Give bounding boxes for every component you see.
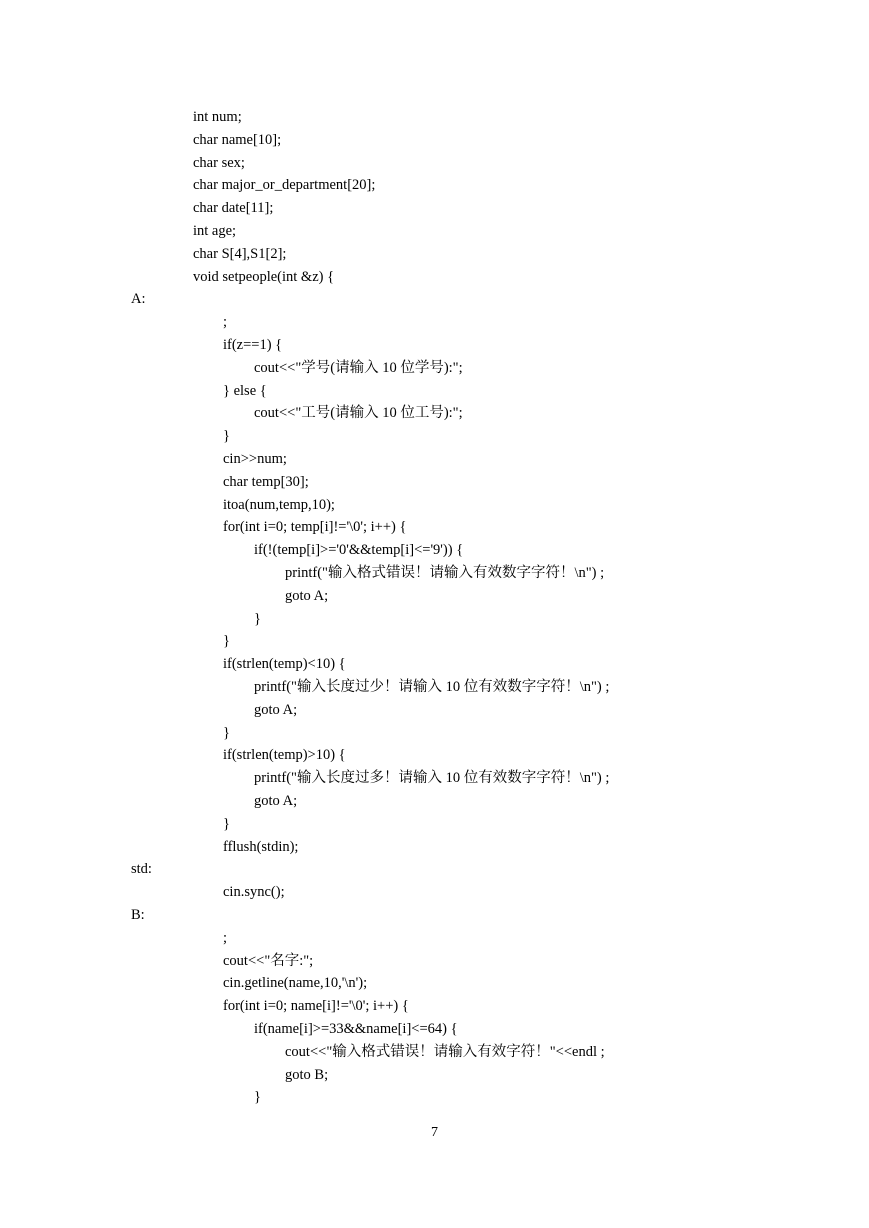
code-line: if(z==1) { xyxy=(223,337,283,353)
code-line: int age; xyxy=(193,223,237,239)
code-line: void setpeople(int &z) { xyxy=(193,268,335,285)
code-line: char sex; xyxy=(193,154,245,171)
code-line: if(strlen(temp)<10) { xyxy=(223,656,346,673)
code-line: printf("输入长度过多！请输入 10 位有效数字字符！\n") ; xyxy=(254,770,610,787)
code-line: goto A; xyxy=(254,701,298,718)
code-line: } xyxy=(223,633,230,650)
code-line: char S[4],S1[2]; xyxy=(193,245,287,262)
code-line: printf("输入长度过少！请输入 10 位有效数字字符！\n") ; xyxy=(254,679,610,695)
code-line: } xyxy=(254,1089,261,1106)
code-line: goto B; xyxy=(285,1066,329,1083)
code-line: char major_or_department[20]; xyxy=(193,177,376,194)
code-line: char temp[30]; xyxy=(223,473,309,490)
code-line: char name[10]; xyxy=(193,131,282,148)
code-line: goto A; xyxy=(285,587,329,604)
code-line: cout<<"工号(请输入 10 位工号):"; xyxy=(254,405,463,422)
code-line: cin>>num; xyxy=(223,451,287,467)
code-line: for(int i=0; name[i]!='\0'; i++) { xyxy=(223,998,409,1015)
code-line: ; xyxy=(223,929,228,946)
code-line: cout<<"名字:"; xyxy=(223,952,314,969)
code-line: int num; xyxy=(193,109,242,125)
code-line: } xyxy=(254,610,261,627)
code-line: printf("输入格式错误！请输入有效数字字符！\n") ; xyxy=(285,565,605,581)
code-line: cout<<"输入格式错误！请输入有效字符！"<<endl ; xyxy=(285,1043,605,1060)
code-label-line: std: xyxy=(131,861,152,878)
code-line: ; xyxy=(223,314,228,331)
code-label-line: B: xyxy=(131,907,145,923)
code-line: } else { xyxy=(223,382,267,399)
code-line: if(strlen(temp)>10) { xyxy=(223,747,346,764)
code-line: goto A; xyxy=(254,793,298,809)
code-label-line: A: xyxy=(131,291,146,308)
code-line: fflush(stdin); xyxy=(223,838,299,855)
code-line: cin.sync(); xyxy=(223,884,285,901)
code-line: } xyxy=(223,428,230,445)
code-line: itoa(num,temp,10); xyxy=(223,496,335,513)
code-line: if(name[i]>=33&&name[i]<=64) { xyxy=(254,1021,458,1037)
code-line: } xyxy=(223,815,230,832)
code-line: cin.getline(name,10,'\n'); xyxy=(223,975,368,992)
code-line: char date[11]; xyxy=(193,200,274,217)
code-line: cout<<"学号(请输入 10 位学号):"; xyxy=(254,359,463,376)
code-line: } xyxy=(223,724,230,741)
page-number: 7 xyxy=(431,1125,438,1140)
code-line: for(int i=0; temp[i]!='\0'; i++) { xyxy=(223,519,407,536)
code-line: if(!(temp[i]>='0'&&temp[i]<='9')) { xyxy=(254,542,464,559)
